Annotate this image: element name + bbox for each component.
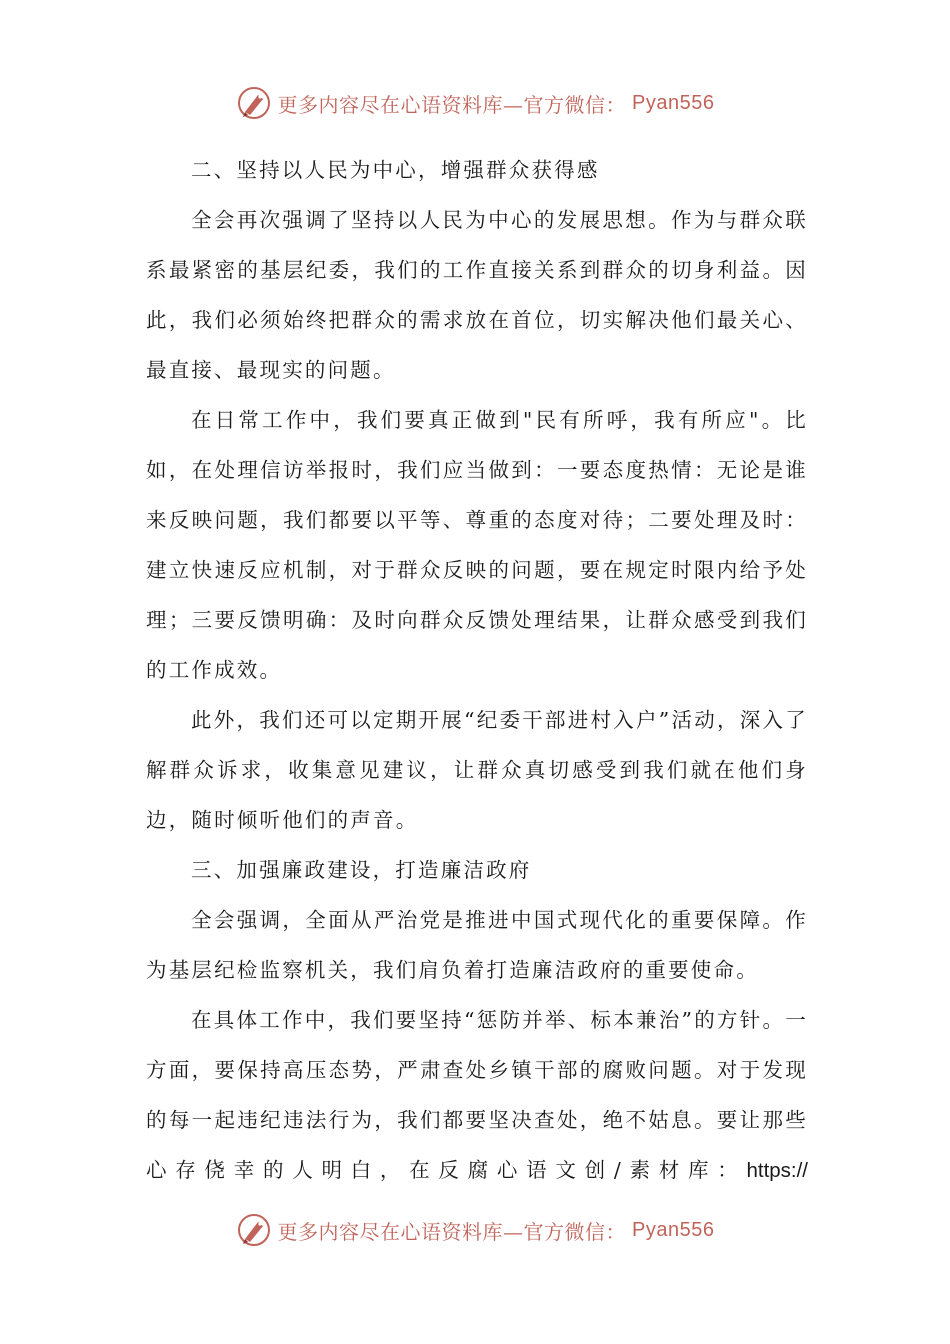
header-wechat-id: Pyan556 xyxy=(632,91,715,114)
footer-banner xyxy=(0,1210,950,1250)
footer-wechat-id: Pyan556 xyxy=(632,1218,715,1241)
section-3-paragraph-2 xyxy=(146,995,808,1196)
footer-banner-text: 更多内容尽在心语资料库—官方微信： xyxy=(277,1219,627,1244)
section-3-paragraph-2-text: 在具体工作中，我们要坚持“惩防并举、标本兼治”的方针。一方面，要保持高压态势，严肃查处乡镇干部的腐败问题。对于发现的每一起违纪违法行为，我们都要坚决查处，绝不姑息。要让那些心存侥幸的人明白，在反腐心语文创/素材库： xyxy=(146,1008,808,1182)
section-3-heading: 三、加强廉政建设，打造廉洁政府 xyxy=(191,858,532,882)
section-3-paragraph-1: 全会强调，全面从严治党是推进中国式现代化的重要保障。作为基层纪检监察机关，我们肩负着打造廉洁政府的重要使命。 xyxy=(146,908,808,982)
document-body xyxy=(146,145,808,1196)
section-3-paragraph-2-url: https:// xyxy=(746,1159,808,1182)
section-2-paragraph-1: 全会再次强调了坚持以人民为中心的发展思想。作为与群众联系最紧密的基层纪委，我们的工作直接关系到群众的切身利益。因此，我们必须始终把群众的需求放在首位，切实解决他们最关心、最直接、最现实的问题。 xyxy=(146,208,808,382)
section-2-heading: 二、坚持以人民为中心，增强群众获得感 xyxy=(191,158,600,182)
pen-nib-logo-icon xyxy=(236,1212,272,1248)
header-banner-text: 更多内容尽在心语资料库—官方微信： xyxy=(277,92,627,117)
section-2-paragraph-2: 在日常工作中，我们要真正做到"民有所呼，我有所应"。比如，在处理信访举报时，我们应当做到：一要态度热情：无论是谁来反映问题，我们都要以平等、尊重的态度对待；二要处理及时：建立快速反应机制，对于群众反映的问题，要在规定时限内给予处理；三要反馈明确：及时向群众反馈处理结果，让群众感受到我们的工作成效。 xyxy=(146,408,808,682)
pen-nib-logo-icon xyxy=(236,85,272,121)
header-banner xyxy=(0,83,950,123)
section-2-paragraph-3: 此外，我们还可以定期开展“纪委干部进村入户”活动，深入了解群众诉求，收集意见建议，让群众真切感受到我们就在他们身边，随时倾听他们的声音。 xyxy=(146,708,808,832)
